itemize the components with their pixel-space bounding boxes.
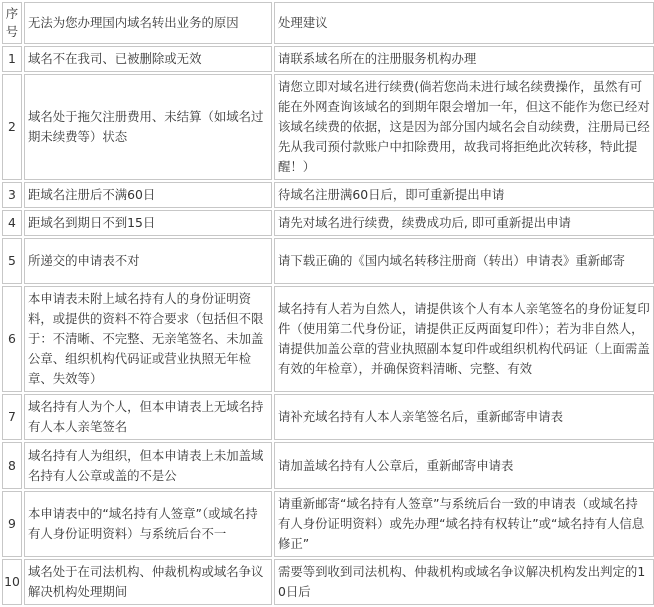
row-advice: 请联系域名所在的注册服务机构办理 [274,46,654,72]
table-row [2,491,654,557]
table-row [2,442,654,489]
row-advice: 请下载正确的《国内域名转移注册商（转出）申请表》重新邮寄 [274,238,654,284]
row-reason: 域名持有人为组织，但本申请表上未加盖域名持有人公章或盖的不是公 [24,442,272,489]
table-header-row [2,2,654,44]
row-num: 9 [2,491,22,557]
header-advice: 处理建议 [274,2,654,44]
row-num: 5 [2,238,22,284]
row-advice: 需要等到收到司法机构、仲裁机构或域名争议解决机构发出判定的10日后 [274,559,654,605]
row-advice: 域名持有人若为自然人，请提供该个人有本人亲笔签名的身份证复印件（使用第二代身份证，请提供正反两面复印件）；若为非自然人，请提供加盖公章的营业执照副本复印件或组织机构代码证（上面需盖有效的年检章），并确保资料清晰、完整、有效 [274,286,654,392]
row-reason: 本申请表中的“域名持有人签章”（或域名持有人身份证明资料）与系统后台不一 [24,491,272,557]
row-reason: 距域名注册后不满60日 [24,182,272,208]
table-row [2,46,654,72]
row-reason: 域名处于在司法机构、仲裁机构或域名争议解决机构处理期间 [24,559,272,605]
row-num: 7 [2,394,22,440]
table-row [2,74,654,180]
row-reason: 域名处于拖欠注册费用、未结算（如域名过期未续费等）状态 [24,74,272,180]
table-row [2,559,654,605]
row-num: 6 [2,286,22,392]
row-num: 1 [2,46,22,72]
table-row [2,286,654,392]
row-advice: 请您立即对域名进行续费(倘若您尚未进行域名续费操作，虽然有可能在外网查询该域名的到期年限会增加一年，但这不能作为您已经对该域名续费的依据，这是因为部分国内域名会自动续费，注册局已经先从我司预付款账户中扣除费用，故我司将拒绝此次转移，特此提醒！） [274,74,654,180]
table-row [2,210,654,236]
row-reason: 域名持有人为个人，但本申请表上无域名持有人本人亲笔签名 [24,394,272,440]
row-advice: 请先对域名进行续费，续费成功后, 即可重新提出申请 [274,210,654,236]
row-num: 4 [2,210,22,236]
row-num: 8 [2,442,22,489]
header-reason: 无法为您办理国内域名转出业务的原因 [24,2,272,44]
table-row [2,394,654,440]
row-advice: 请加盖域名持有人公章后，重新邮寄申请表 [274,442,654,489]
row-advice: 待域名注册满60日后，即可重新提出申请 [274,182,654,208]
table-row [2,238,654,284]
row-num: 3 [2,182,22,208]
row-num: 2 [2,74,22,180]
row-reason: 本申请表未附上域名持有人的身份证明资料，或提供的资料不符合要求（包括但不限于：不清晰、不完整、无亲笔签名、未加盖公章、组织机构代码证或营业执照无年检章、失效等） [24,286,272,392]
row-advice: 请重新邮寄“域名持有人签章”与系统后台一致的申请表（或域名持有人身份证明资料）或先办理“域名持有权转让”或“域名持有人信息修正” [274,491,654,557]
table-row [2,182,654,208]
row-num: 10 [2,559,22,605]
row-reason: 所递交的申请表不对 [24,238,272,284]
row-advice: 请补充域名持有人本人亲笔签名后，重新邮寄申请表 [274,394,654,440]
row-reason: 域名不在我司、已被删除或无效 [24,46,272,72]
row-reason: 距域名到期日不到15日 [24,210,272,236]
header-num: 序号 [2,2,22,44]
